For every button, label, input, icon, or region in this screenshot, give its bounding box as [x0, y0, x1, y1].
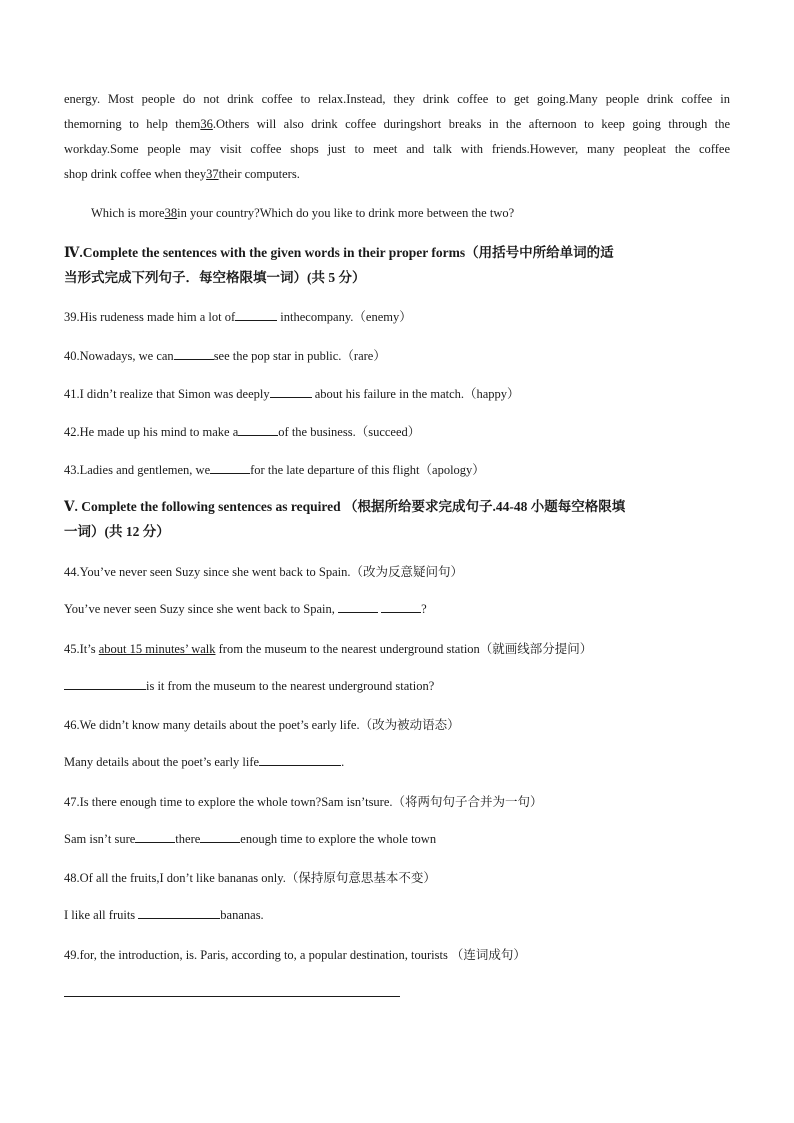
blank-number-36: 36 — [200, 117, 213, 131]
answer-blank[interactable] — [210, 461, 250, 474]
answer-blank[interactable] — [174, 347, 214, 360]
passage-line: Which is more38in your country?Which do you like to drink more between the two? — [91, 206, 515, 220]
answer-46: Many details about the poet’s early life . — [64, 755, 345, 769]
answer-blank[interactable] — [238, 423, 278, 436]
answer-44: You’ve never seen Suzy since she went back to Spain, ? — [64, 602, 427, 616]
answer-45: is it from the museum to the nearest underground station? — [64, 677, 434, 694]
question-43: 43.Ladies and gentlemen, we for the late departure of this flight（apology） — [64, 463, 485, 477]
question-44: 44.You’ve never seen Suzy since she went back to Spain.（改为反意疑问句） — [64, 565, 464, 579]
question-41: 41.I didn’t realize that Simon was deeply about his failure in the match.（happy） — [64, 387, 520, 401]
section-4-heading: Ⅳ.Complete the sentences with the given words in their proper forms（用括号中所给单词的适 当形式完成下列句子．每空格限填一词）(共 5 分） — [64, 245, 614, 285]
question-45: 45.It’s about 15 minutes’ walk from the museum to the nearest underground station（就画线部分提问） — [64, 642, 593, 656]
answer-47: Sam isn’t sure there enough time to explore the whole town — [64, 832, 437, 846]
question-49: 49.for, the introduction, is. Paris, according to, a popular destination, tourists （连词成句） — [64, 948, 526, 962]
blank-number-38: 38 — [164, 206, 178, 220]
passage-line: energy. Most people do not drink coffee to relax.Instead, they drink coffee to get going.Many people drink coffee in — [64, 92, 730, 106]
answer-blank[interactable] — [381, 600, 421, 613]
answer-49-line[interactable] — [64, 996, 400, 997]
question-46: 46.We didn’t know many details about the poet’s early life.（改为被动语态） — [64, 718, 460, 732]
answer-blank[interactable] — [338, 600, 378, 613]
section-5-heading: Ⅴ. Complete the following sentences as required （根据所给要求完成句子.44-48 小题每空格限填 一词）(共 12 分） — [64, 499, 626, 539]
answer-blank[interactable] — [235, 308, 277, 321]
question-47: 47.Is there enough time to explore the whole town?Sam isn’tsure.（将两句句子合并为一句） — [64, 795, 543, 809]
answer-blank[interactable] — [138, 906, 220, 919]
answer-blank[interactable] — [135, 830, 175, 843]
question-39: 39.His rudeness made him a lot of inthecompany.（enemy） — [64, 310, 412, 324]
passage-line: workday.Some people may visit coffee shops just to meet and talk with friends.However, many peopleat the coffee — [64, 142, 730, 156]
question-40: 40.Nowadays, we can see the pop star in public.（rare） — [64, 349, 386, 363]
question-48: 48.Of all the fruits,I don’t like bananas only.（保持原句意思基本不变） — [64, 871, 436, 885]
answer-blank[interactable] — [259, 753, 341, 766]
underlined-phrase: about 15 minutes’ walk — [98, 642, 216, 656]
blank-number-37: 37 — [206, 167, 219, 181]
answer-blank[interactable] — [270, 385, 312, 398]
answer-blank[interactable] — [64, 677, 146, 690]
answer-48: I like all fruits bananas. — [64, 908, 264, 922]
reading-passage — [64, 87, 730, 187]
question-42: 42.He made up his mind to make a of the business.（succeed） — [64, 425, 421, 439]
passage-line: shop drink coffee when they37their computers. — [64, 167, 300, 181]
answer-blank[interactable] — [200, 830, 240, 843]
passage-line: themorning to help them36.Others will also drink coffee duringshort breaks in the afternoon to keep going through the — [64, 117, 730, 131]
